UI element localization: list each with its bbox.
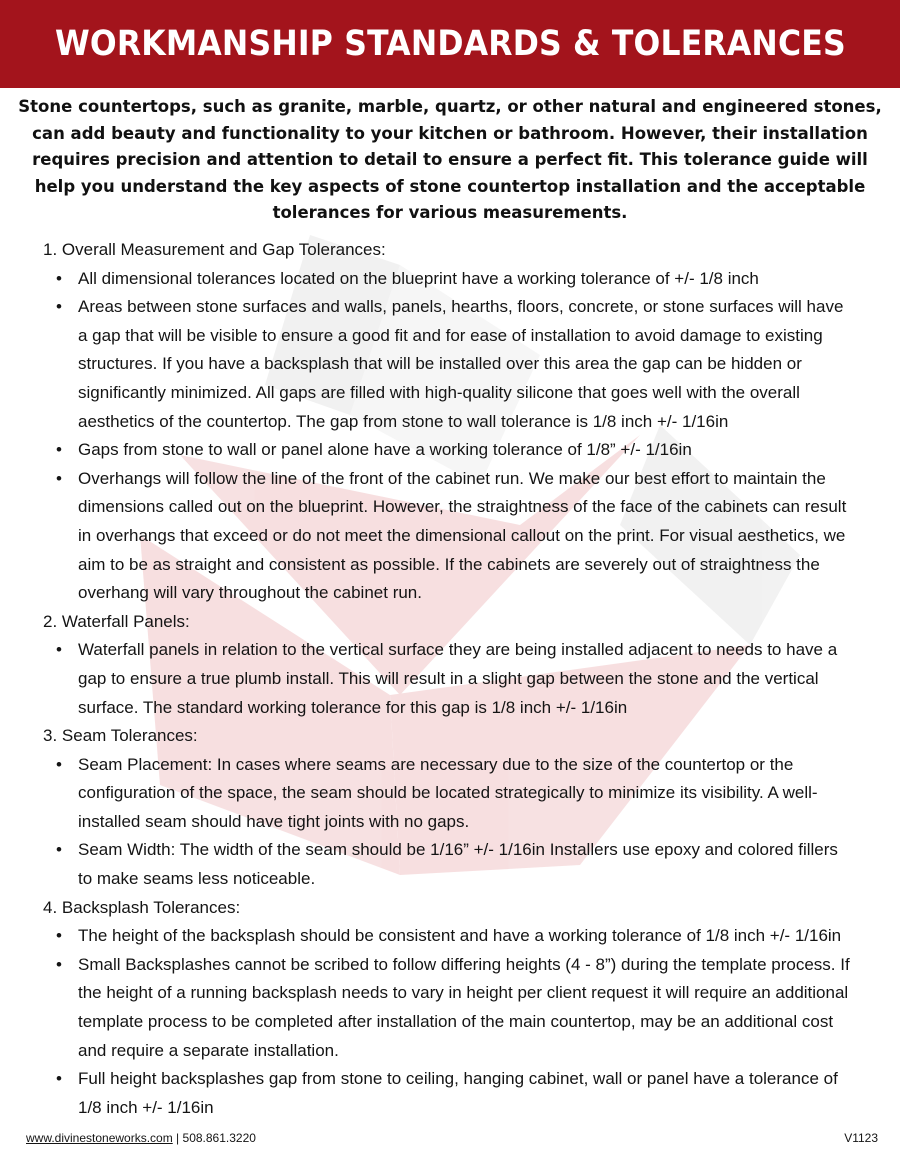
bullet-icon: • <box>56 640 62 660</box>
page-title: WORKMANSHIP STANDARDS & TOLERANCES <box>54 24 846 64</box>
section-block <box>0 608 900 722</box>
list-item <box>0 751 900 837</box>
section-title: 2. Waterfall Panels: <box>43 611 190 631</box>
list-item <box>0 951 900 1065</box>
list-item <box>0 436 900 465</box>
section-block <box>0 236 900 608</box>
section-block <box>0 722 900 894</box>
bullet-icon: • <box>56 268 62 288</box>
list-item <box>0 836 900 893</box>
bullet-list <box>0 636 900 722</box>
section-block <box>0 894 900 1123</box>
tolerance-sections <box>0 236 900 1122</box>
bullet-icon: • <box>56 1069 62 1089</box>
list-item-text: Overhangs will follow the line of the front of the cabinet run. We make our best effort to maintain the dimensions called out on the blueprint. However, the straightness of the face of the cabinets can result in overhangs that exceed or do not meet the dimensional callout on the print. For visual aesthetics, we aim to be as straight and consistent as possible. If the cabinets are severely out of straightness the overhang will vary throughout the cabinet run. <box>78 468 847 603</box>
footer-contact <box>26 1131 256 1145</box>
bullet-icon: • <box>56 468 62 488</box>
footer-separator: | <box>172 1131 183 1145</box>
list-item <box>0 922 900 951</box>
list-item-text: Waterfall panels in relation to the vertical surface they are being installed adjacent to needs to have a gap to ensure a true plumb install. This will result in a slight gap between the stone and the vertical surface. The standard working tolerance for this gap is 1/8 inch +/- 1/16in <box>78 640 838 717</box>
list-item-text: The height of the backsplash should be consistent and have a working tolerance of 1/8 inch +/- 1/16in <box>78 926 842 946</box>
list-item-text: Areas between stone surfaces and walls, panels, hearths, floors, concrete, or stone surfaces will have a gap that will be visible to ensure a good fit and for ease of installation to avoid damage to existing structures. If you have a backsplash that will be installed over this area the gap can be hidden or significantly minimized. All gaps are filled with high-quality silicone that goes well with the overall aesthetics of the countertop. The gap from stone to wall tolerance is 1/8 inch +/- 1/16in <box>78 297 844 431</box>
list-item <box>0 1065 900 1122</box>
list-item-text: Full height backsplashes gap from stone to ceiling, hanging cabinet, wall or panel have a tolerance of 1/8 inch +/- 1/16in <box>78 1069 838 1117</box>
section-title: 3. Seam Tolerances: <box>43 726 198 746</box>
list-item <box>0 465 900 608</box>
bullet-icon: • <box>56 926 62 946</box>
page-footer <box>26 1131 878 1145</box>
page-header <box>0 0 900 88</box>
bullet-list <box>0 922 900 1122</box>
bullet-list <box>0 265 900 608</box>
bullet-list <box>0 751 900 894</box>
list-item-text: All dimensional tolerances located on the blueprint have a working tolerance of +/- 1/8 inch <box>78 268 759 288</box>
website-link[interactable]: www.divinestoneworks.com <box>26 1131 173 1145</box>
list-item <box>0 265 900 294</box>
section-title: 4. Backsplash Tolerances: <box>43 897 241 917</box>
version-label: V1123 <box>844 1131 878 1145</box>
list-item-text: Seam Placement: In cases where seams are necessary due to the size of the countertop or the configuration of the space, the seam should be located strategically to minimize its visibility. A well-installed seam should have tight joints with no gaps. <box>78 754 818 831</box>
list-item-text: Small Backsplashes cannot be scribed to follow differing heights (4 - 8”) during the template process. If the height of a running backsplash needs to vary in height per client request it will require an additional template process to be completed after installation of the main countertop, may be an additional cost and require a separate installation. <box>78 954 850 1060</box>
bullet-icon: • <box>56 440 62 460</box>
bullet-icon: • <box>56 954 62 974</box>
list-item-text: Seam Width: The width of the seam should be 1/16” +/- 1/16in Installers use epoxy and colored fillers to make seams less noticeable. <box>78 840 838 889</box>
list-item <box>0 636 900 722</box>
bullet-icon: • <box>56 754 62 774</box>
list-item <box>0 293 900 436</box>
section-title: 1. Overall Measurement and Gap Tolerances: <box>43 240 386 259</box>
bullet-icon: • <box>56 297 62 317</box>
list-item-text: Gaps from stone to wall or panel alone have a working tolerance of 1/8” +/- 1/16in <box>78 440 692 460</box>
intro-paragraph: Stone countertops, such as granite, marble, quartz, or other natural and engineered stones, can add beauty and functionality to your kitchen or bathroom. However, their installation requires precision and attention to detail to ensure a perfect fit. This tolerance guide will help you understand the key aspects of stone countertop installation and the acceptable tolerances for various measurements. <box>18 97 882 222</box>
phone-number: 508.861.3220 <box>182 1131 256 1145</box>
bullet-icon: • <box>56 840 62 860</box>
